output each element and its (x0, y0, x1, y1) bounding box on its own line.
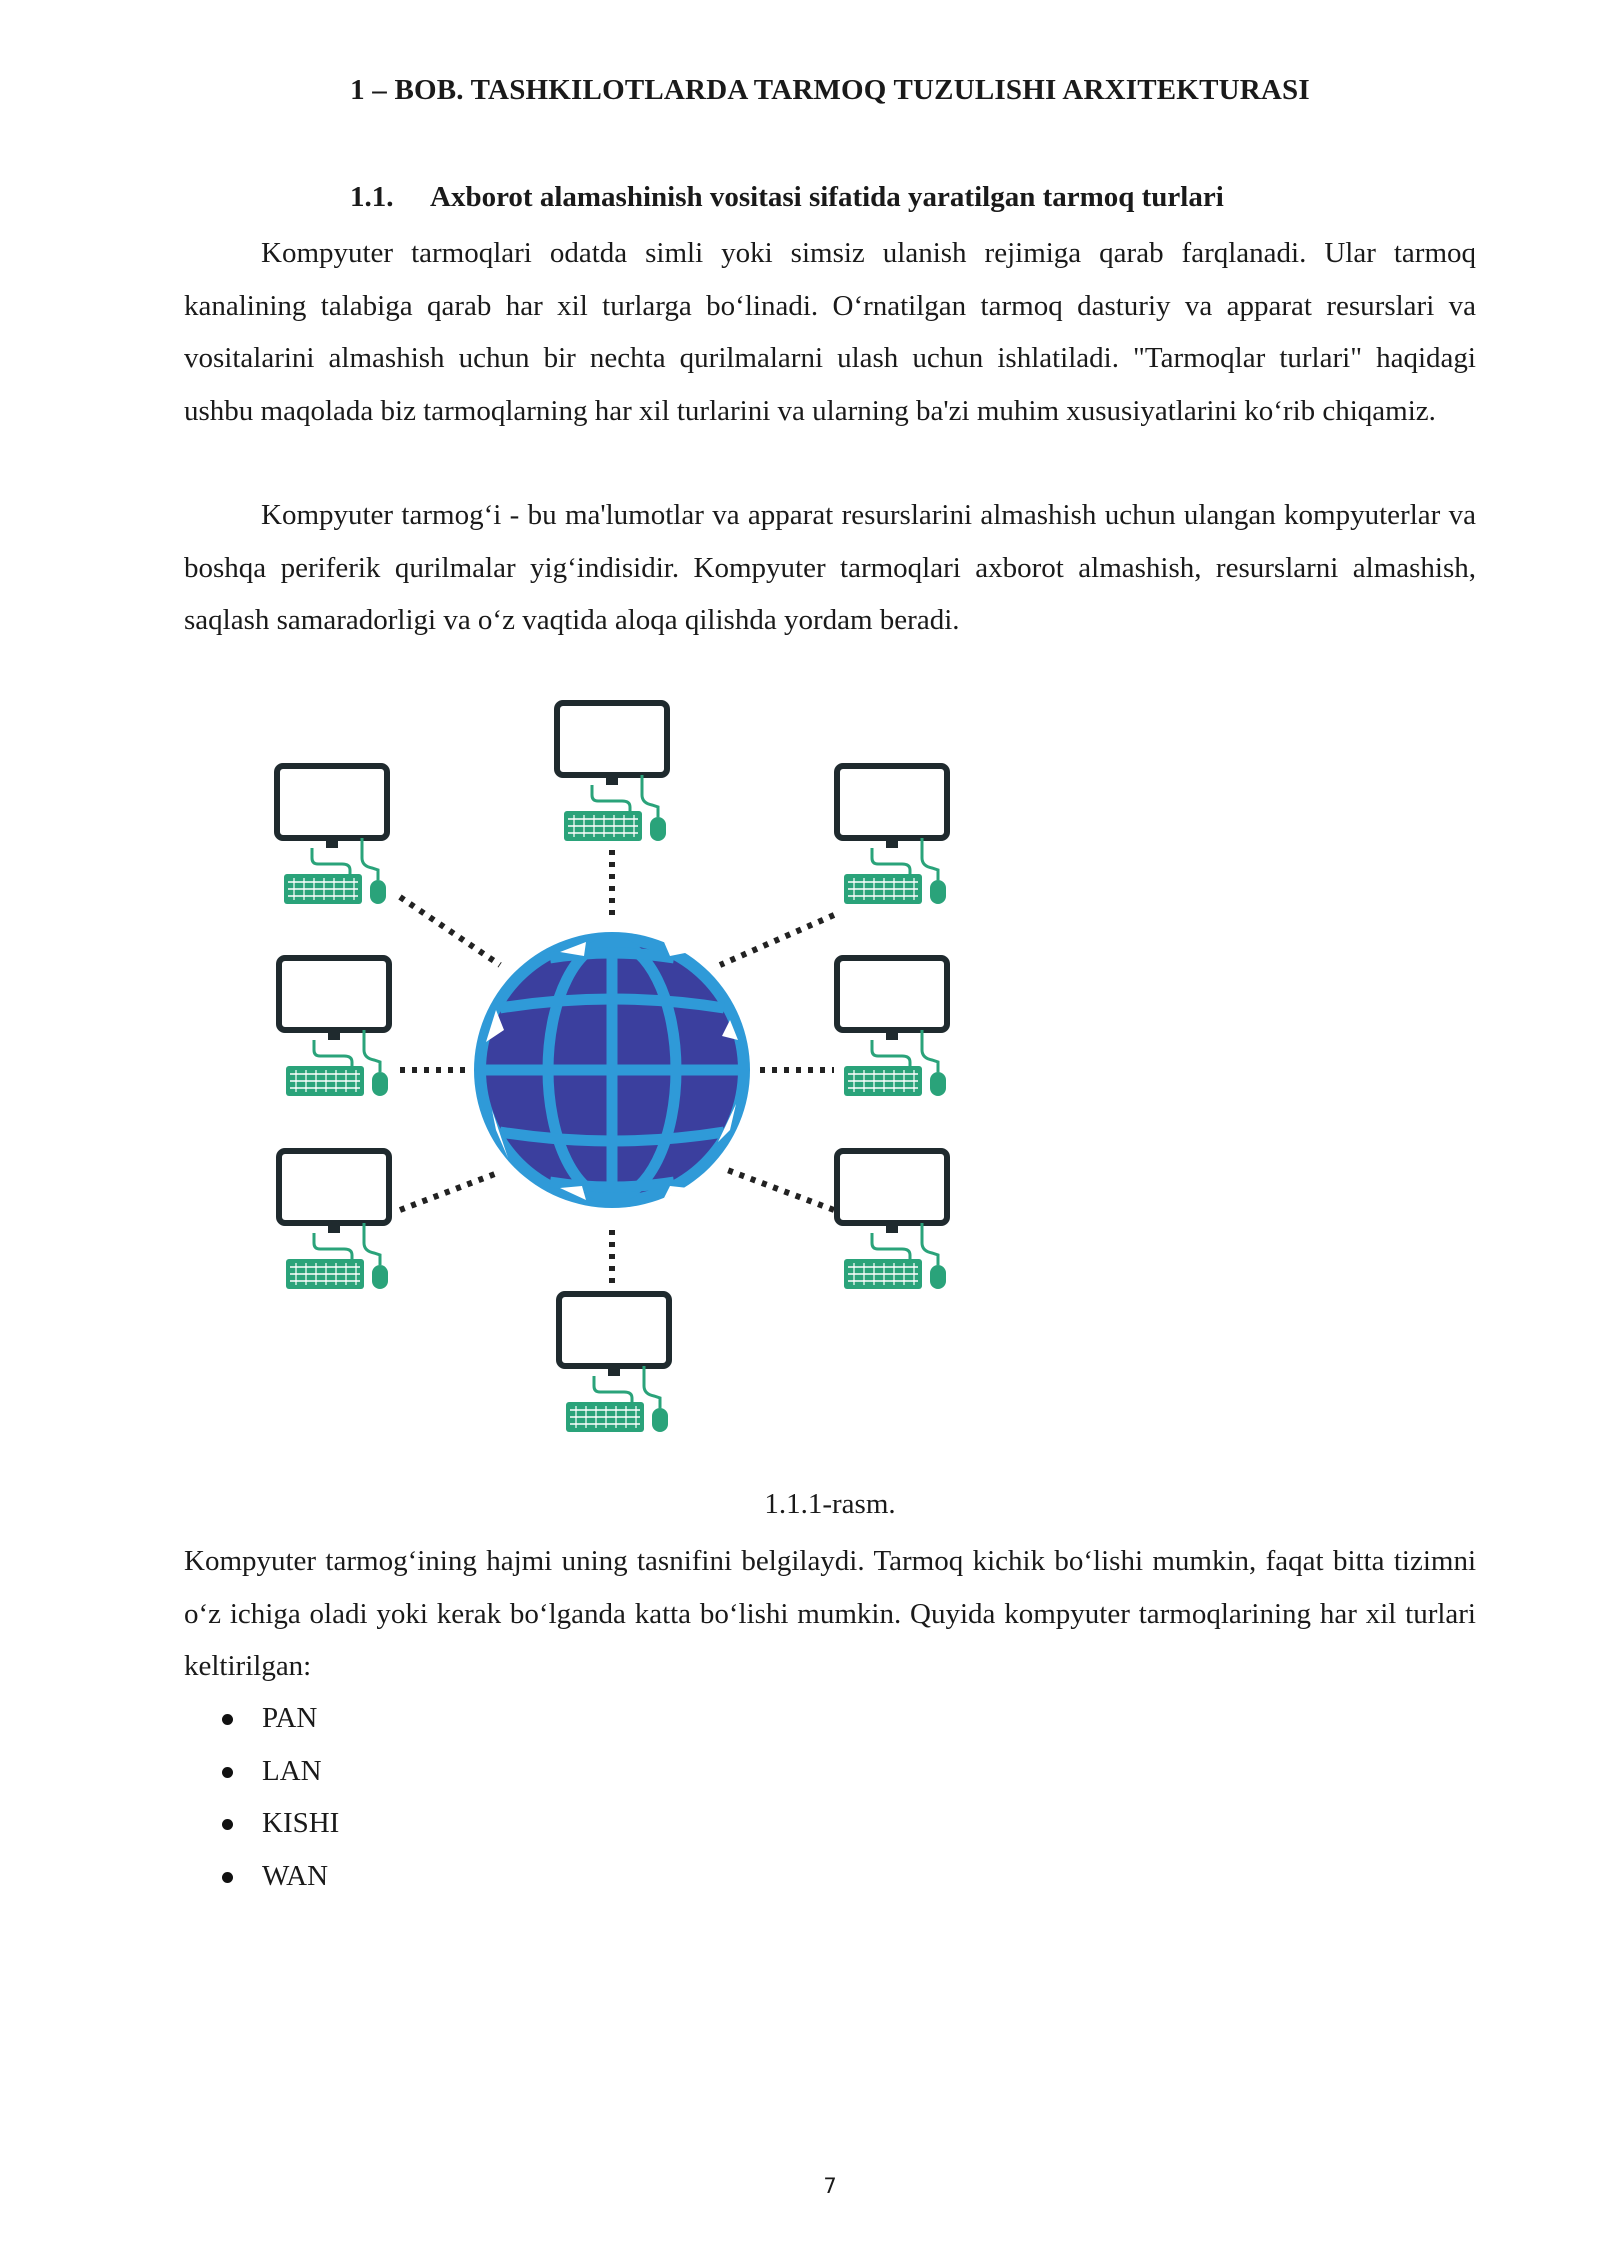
computer-icon-left-upper (277, 766, 387, 904)
list-item: KISHI (220, 1797, 339, 1850)
computer-icon-top (557, 703, 667, 841)
page-number: 7 (823, 2174, 837, 2198)
bullet-icon (222, 1714, 233, 1725)
paragraph-intro: Kompyuter tarmoqlari odatda simli yoki simsiz ulanish rejimiga qarab farqlanadi. Ular tarmoq kanalining talabiga qarab har xil turlarga bo‘linadi. O‘rnatilgan tarmoq dasturiy va apparat resurslari va vositalarini almashish uchun bir nechta qurilmalarni ulash uchun ishlatiladi. "Tarmoqlar turlari" haqidagi ushbu maqolada biz tarmoqlarning har xil turlarini va ularning ba'zi muhim xususiyatlarini ko‘rib chiqamiz. (184, 237, 1476, 427)
computer-icon-right-middle (837, 958, 947, 1096)
network-types-list (220, 1692, 339, 1902)
computer-icon-right-lower (837, 1151, 947, 1289)
computer-icon-left-middle (279, 958, 389, 1096)
network-figure (260, 690, 980, 1460)
list-item: PAN (220, 1692, 339, 1745)
paragraph-definition: Kompyuter tarmog‘i - bu ma'lumotlar va apparat resurslarini almashish uchun ulangan kompyuterlar va boshqa periferik qurilmalar yig‘indisidir. Kompyuter tarmoqlari axborot almashish, resurslarni almashish, saqlash samaradorligi va o‘z vaqtida aloqa qilishda yordam beradi. (184, 499, 1476, 636)
section-title (350, 181, 1450, 214)
computer-icon-right-upper (837, 766, 947, 904)
paragraph-classification: Kompyuter tarmog‘ining hajmi uning tasnifini belgilaydi. Tarmoq kichik bo‘lishi mumkin, faqat bitta tizimni o‘z ichiga oladi yoki kerak bo‘lganda katta bo‘lishi mumkin. Quyida kompyuter tarmoqlarining har xil turlari keltirilgan: (184, 1545, 1476, 1682)
globe-icon (474, 932, 750, 1208)
list-item: LAN (220, 1745, 339, 1798)
computer-icon-left-lower (279, 1151, 389, 1289)
bullet-icon (222, 1819, 233, 1830)
figure-caption: 1.1.1-rasm. (764, 1488, 896, 1520)
section-title-text: Axborot alamashinish vositasi sifatida yaratilgan tarmoq turlari (430, 181, 1224, 213)
bullet-icon (222, 1872, 233, 1883)
chapter-title: 1 – BOB. TASHKILOTLARDA TARMOQ TUZULISHI ARXITEKTURASI (350, 74, 1310, 106)
section-number: 1.1. (350, 181, 394, 213)
bullet-icon (222, 1767, 233, 1778)
network-diagram (260, 690, 980, 1460)
list-item: WAN (220, 1850, 339, 1903)
computer-icon-bottom (559, 1294, 669, 1432)
